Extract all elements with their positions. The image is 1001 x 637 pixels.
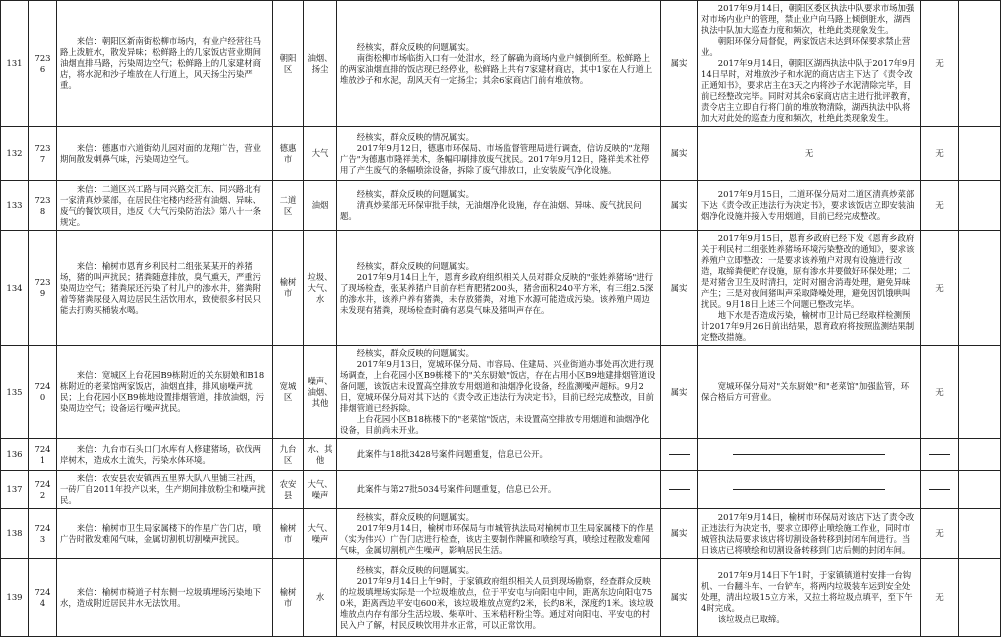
pollution-type: 大气 [304, 127, 337, 181]
complaint-text: 来信：榆树市椅道子村东侧一垃圾填埋场污染地下水，造成附近居民井水无法饮用。 [57, 559, 273, 637]
complaint-text: 来信：二道区兴工路与同兴路交汇东、同兴路北有一家清真炒菜部，在居民住宅楼内经营有油烟、异味、废气的餐饮项目，违反《大气污染防治法》第八十一条规定。 [57, 181, 273, 231]
case-code: 7242 [29, 471, 57, 509]
investigation-findings [337, 231, 661, 346]
rectification-measures [698, 231, 921, 346]
district: 榆树市 [273, 559, 304, 637]
pollution-type: 噪声、油烟、其他 [304, 346, 337, 439]
investigation-findings-paragraph: 2017年9月13日，宽城环保分局、市容局、住建局、兴业街道办事处再次进行现场调查，上台花园小区B9栋楼下的"关东厨娘"饭店，存在占用小区B9地建排烟管道设备问题，该饭店未设置高空排放专用烟道和油烟净化设备，经监测噪声超标。9月2日，宽城环保分局对其下达的《责令改正违法行为决定书》，目前已经完成整改，目前排烟管道已经拆除。 [340, 359, 656, 413]
case-code: 7237 [29, 127, 57, 181]
investigation-findings-paragraph: 经核实，群众反映的问题属实。 [356, 564, 475, 575]
investigation-findings [337, 509, 661, 559]
accountability: 无 [921, 509, 959, 559]
district: 农安县 [273, 471, 304, 509]
verdict: 属实 [661, 1, 698, 127]
row-number: 131 [1, 1, 29, 127]
investigation-findings-paragraph: 2017年9月12日，德惠市环保局、市场监督管理局进行调查，信访反映的"龙翔广告"为德惠市隆祥美术，条幅印刷排放废气扰民。2017年9月12日，隆祥美术社停用了产生废气的条幅喷涂设备，拆除了废气排放口，止安装废气净化设施。 [340, 142, 650, 175]
rectification-measures-dash [733, 489, 884, 490]
rectification-measures-dash [733, 454, 884, 455]
verdict: 属实 [661, 181, 698, 231]
pollution-type: 水 [304, 559, 337, 637]
rectification-measures [698, 346, 921, 439]
table-row [1, 439, 1001, 471]
verdict: 属实 [661, 346, 698, 439]
row-number: 139 [1, 559, 29, 637]
accountability-dash [929, 454, 951, 455]
pollution-type: 垃圾、大气、水 [304, 231, 337, 346]
investigation-findings [337, 439, 661, 471]
blank-cell [959, 439, 1001, 471]
accountability-dash [929, 489, 951, 490]
pollution-type: 大气、噪声 [304, 471, 337, 509]
accountability: 无 [921, 231, 959, 346]
investigation-findings-paragraph: 经核实，群众反映的问题属实。 [356, 348, 475, 358]
rectification-measures: 无 [698, 127, 921, 181]
row-number: 132 [1, 127, 29, 181]
accountability [921, 471, 959, 509]
investigation-findings-paragraph: 2017年9月14日上午，恩育乡政府组织相关人员对群众反映的"张姓养猪场"进行了现场检查，张某养猪户目前存栏育肥猪200头，猪舍面积240平方米，有三组2.5深的渗水井，该养户养有猪粪，未存放猪粪，对地下水源可能造成污染。该养殖户周边未发现有猪粪，现场检查时确有恶臭气味及猪叫声存在。 [340, 271, 654, 315]
investigation-findings [337, 559, 661, 637]
complaint-text: 来信：九台市石头口门水库有人修建猪场，砍伐两岸树木，造成水土流失，污染水体环境。 [57, 439, 273, 471]
rectification-measures-paragraph: 2017年9月14日，朝阳区委区执法中队要求市场加强对市场内业户的管理，禁止业户向马路上倾倒脏水，湖西执法中队加大巡查力度和频次，杜绝此类现象发生。 [701, 3, 915, 35]
complaint-text: 来信：德惠市六道街幼儿园对面的龙翔广告，营业期间散发刺鼻气味，污染周边空气。 [57, 127, 273, 181]
accountability: 无 [921, 181, 959, 231]
verdict: 属实 [661, 559, 698, 637]
verdict: 属实 [661, 127, 698, 181]
investigation-findings [337, 471, 661, 509]
row-number: 138 [1, 509, 29, 559]
row-number: 136 [1, 439, 29, 471]
investigation-findings [337, 127, 661, 181]
complaint-text: 来信：榆树市卫生局家属楼下的作星广告门店，喷广告时散发难闻气味，金属切割机切割噪声扰民。 [57, 509, 273, 559]
investigation-findings-paragraph: 2017年9月14日上午9时，于家镇政府组织相关人员到现场勘察，经查群众反映的垃圾填埋场实际是一个垃圾堆放点，位于平安屯与向阳屯中间，距离东边向阳屯750米，距离西边平安屯600米，该垃圾堆放点宽约2米，长约8米，深度约1米。该垃圾堆放点内存有部分生活垃圾、柴草叶、玉米秸秆粉尘等。通过对向阳屯、平安屯的村民入户了解，村民反映饮用井水正常，可以正常饮用。 [340, 575, 654, 630]
blank-cell [959, 181, 1001, 231]
district: 德惠市 [273, 127, 304, 181]
case-code: 7239 [29, 231, 57, 346]
verdict [661, 471, 698, 509]
verdict: 属实 [661, 509, 698, 559]
table-row [1, 127, 1001, 181]
rectification-measures [698, 471, 921, 509]
investigation-findings-paragraph: 清真炒菜部无环保审批手续，无油烟净化设施，存在油烟、异味、废气扰民问题。 [340, 200, 642, 221]
investigation-findings [337, 181, 661, 231]
rectification-measures-paragraph: 2017年9月14日，榆树市环保局对该店下达了责令改正违法行为决定书，要求立即停止喷绘施工作业，同时市城管执法局要求该店将切割设备转移到封闭车间进行。当日该店已将喷绘和切割设备转移到门店后侧的封闭车间。 [701, 511, 915, 555]
table-row [1, 509, 1001, 559]
rectification-measures-paragraph: 地下水是否造成污染，榆树市卫计局已经取样检测预计2017年9月26日前出结果，恩育政府将按照监测结果制定整改措施。 [701, 310, 915, 342]
case-code: 7240 [29, 346, 57, 439]
pollution-type: 水、其他 [304, 439, 337, 471]
district: 朝阳区 [273, 1, 304, 127]
table-body [1, 1, 1001, 637]
rectification-measures [698, 439, 921, 471]
blank-cell [959, 1, 1001, 127]
table-row [1, 346, 1001, 439]
accountability [921, 439, 959, 471]
table-row [1, 471, 1001, 509]
blank-cell [959, 509, 1001, 559]
row-number: 134 [1, 231, 29, 346]
district: 榆树市 [273, 231, 304, 346]
rectification-measures-paragraph: 2017年9月15日，恩育乡政府已经下发《恩育乡政府关于利民村二组张姓养猪场环境污染整改的通知》，要求该养殖户立即整改：一是要求该养殖户对现有设施进行改造，取缔粪便贮存设施，原有渗水井要做好环保处理；二是对猪舍卫生及时清扫，定时对圈舍消毒处理，避免异味产生；三是对夜间猪叫声采取降噪处理，避免因饥饿哄叫扰民。9月18日上述三个问题已整改完毕。 [701, 233, 915, 309]
accountability: 无 [921, 559, 959, 637]
pollution-type: 油烟、扬尘 [304, 1, 337, 127]
table-row [1, 231, 1001, 346]
rectification-measures [698, 559, 921, 637]
blank-cell [959, 559, 1001, 637]
investigation-findings-paragraph: 经核实，群众反映的问题属实。 [356, 41, 475, 52]
district: 九台区 [273, 439, 304, 471]
accountability: 无 [921, 127, 959, 181]
complaint-text: 来信：宽城区上台花园B9栋附近的关东厨娘和B18栋附近的老菜馆两家饭店，油烟直排，排风扇噪声扰民；上台花园小区B9栋地设置排烟管道，排放油烟，污染周边空气；设备运行噪声扰民。 [57, 346, 273, 439]
rectification-measures-paragraph: 2017年9月14日，朝阳区湖西执法中队于2017年9月14日早时，对堆放沙子和水泥的商店店主下达了《责令改正通知书》，要求店主在3天之内将沙子水泥清除完毕，目前已经整改完毕。同时对其余6家商店店主进行批评教育，责令店主立即自行将门前的堆放物清除，湖西执法中队将加大对此处的巡查力度和频次，杜绝此类现象发生。 [701, 58, 916, 123]
blank-cell [959, 346, 1001, 439]
verdict-dash [669, 454, 690, 455]
district: 榆树市 [273, 509, 304, 559]
complaint-text: 来信：朝阳区新南街松柳市场内，有业户经营往马路上泼脏水，散发异味；松鲜路上的几家饭店营业期间油烟直排马路，污染周边空气；松鲜路上的几家建材商店，将水泥和沙子堆放在人行道上，风天扬尘污染严重。 [57, 1, 273, 127]
blank-cell [959, 231, 1001, 346]
investigation-findings-paragraph: 2017年9月14日，榆树市环保局与市城管执法局对榆树市卫生局家属楼下的作星（实为伟兴）广告门店进行检查，该店主要制作牌匾和喷绘写真，喷绘过程散发难闻气味，金属切割机产生噪声，影响居民生活。 [340, 522, 654, 555]
row-number: 137 [1, 471, 29, 509]
verdict: 属实 [661, 231, 698, 346]
rectification-measures-paragraph: 该垃圾点已取缔。 [717, 614, 785, 624]
investigation-findings-paragraph: 上台花园小区B18栋楼下的"老菜馆"饭店，未设置高空排放专用烟道和油烟净化设备，目前尚未开业。 [340, 414, 650, 435]
case-code: 7241 [29, 439, 57, 471]
rectification-measures [698, 1, 921, 127]
verdict-dash [669, 489, 690, 490]
rectification-measures [698, 181, 921, 231]
district: 宽城区 [273, 346, 304, 439]
case-code: 7244 [29, 559, 57, 637]
rectification-measures-paragraph: 2017年9月15日，二道环保分局对二道区清真炒菜部下达《责令改正违法行为决定书》，要求该饭店立即安装油烟净化设施并接入专用烟道，目前已经完成整改。 [701, 189, 915, 221]
case-code: 7238 [29, 181, 57, 231]
investigation-findings-paragraph: 经核实，群众反映的问题属实。 [356, 260, 475, 271]
investigation-findings-paragraph: 经核实，群众反映的情况属实。 [356, 131, 475, 142]
investigation-findings-paragraph: 此案件与第27批5034号案件问题重复，信息已公开。 [356, 484, 557, 494]
table-row [1, 1, 1001, 127]
row-number: 135 [1, 346, 29, 439]
blank-cell [959, 127, 1001, 181]
complaint-text: 来信：农安县农安镇西五里界大队八里铺三社西，一砖厂自2011年投产以来，生产期间排放粉尘和噪声扰民。 [57, 471, 273, 509]
blank-cell [959, 471, 1001, 509]
investigation-findings [337, 346, 661, 439]
row-number: 133 [1, 181, 29, 231]
rectification-measures-paragraph: 宽城环保分局对"关东厨娘"和"老菜馆"加强监管，环保合格后方可营业。 [701, 381, 910, 402]
table-row [1, 559, 1001, 637]
verdict [661, 439, 698, 471]
investigation-findings-paragraph: 经核实，群众反映的问题属实。 [356, 189, 475, 199]
case-code: 7236 [29, 1, 57, 127]
rectification-measures [698, 509, 921, 559]
investigation-findings-paragraph: 南街松柳市场临街入口有一处泔水，经了解确为商场内业户倾倒所至。松鲜路上的两家油烟直排的饭店现已经停业，松鲜路上共有7家建材商店，其中1家在人行道上堆放沙子和水泥，刮风天有一定扬尘；其余6家商店门前有堆放物。 [340, 52, 653, 85]
case-code: 7243 [29, 509, 57, 559]
rectification-measures-paragraph: 2017年9月14日下午1时，于家镇镇道村安排一台钩机、一台翻斗车、一台铲车，将两内垃圾装车运到安全处处理，清出垃圾15立方米，又拉土将垃圾点填平，至下午4时完成。 [701, 570, 913, 613]
accountability: 无 [921, 346, 959, 439]
investigation-findings-paragraph: 经核实，群众反映的问题属实。 [356, 511, 475, 522]
district: 二道区 [273, 181, 304, 231]
rectification-measures-paragraph: 朝阳环保分局督促，两家饭店未达到环保要求禁止营业。 [701, 36, 911, 57]
pollution-type: 油烟 [304, 181, 337, 231]
table-row [1, 181, 1001, 231]
complaint-text: 来信：榆树市恩育乡利民村二组张某某开的养猪场，猪的叫声扰民；猪粪随意排放，臭气熏天，严重污染周边空气；猪粪尿还污染了村儿户的渗水井，猪粪附着等猪粪尿侵入周边居民生活饮用水，致使很多村民只能去打购买桶装水喝。 [57, 231, 273, 346]
investigation-findings [337, 1, 661, 127]
pollution-type: 大气、噪声 [304, 509, 337, 559]
accountability: 无 [921, 1, 959, 127]
investigation-findings-paragraph: 此案件与18批3428号案件问题重复，信息已公开。 [356, 449, 548, 459]
